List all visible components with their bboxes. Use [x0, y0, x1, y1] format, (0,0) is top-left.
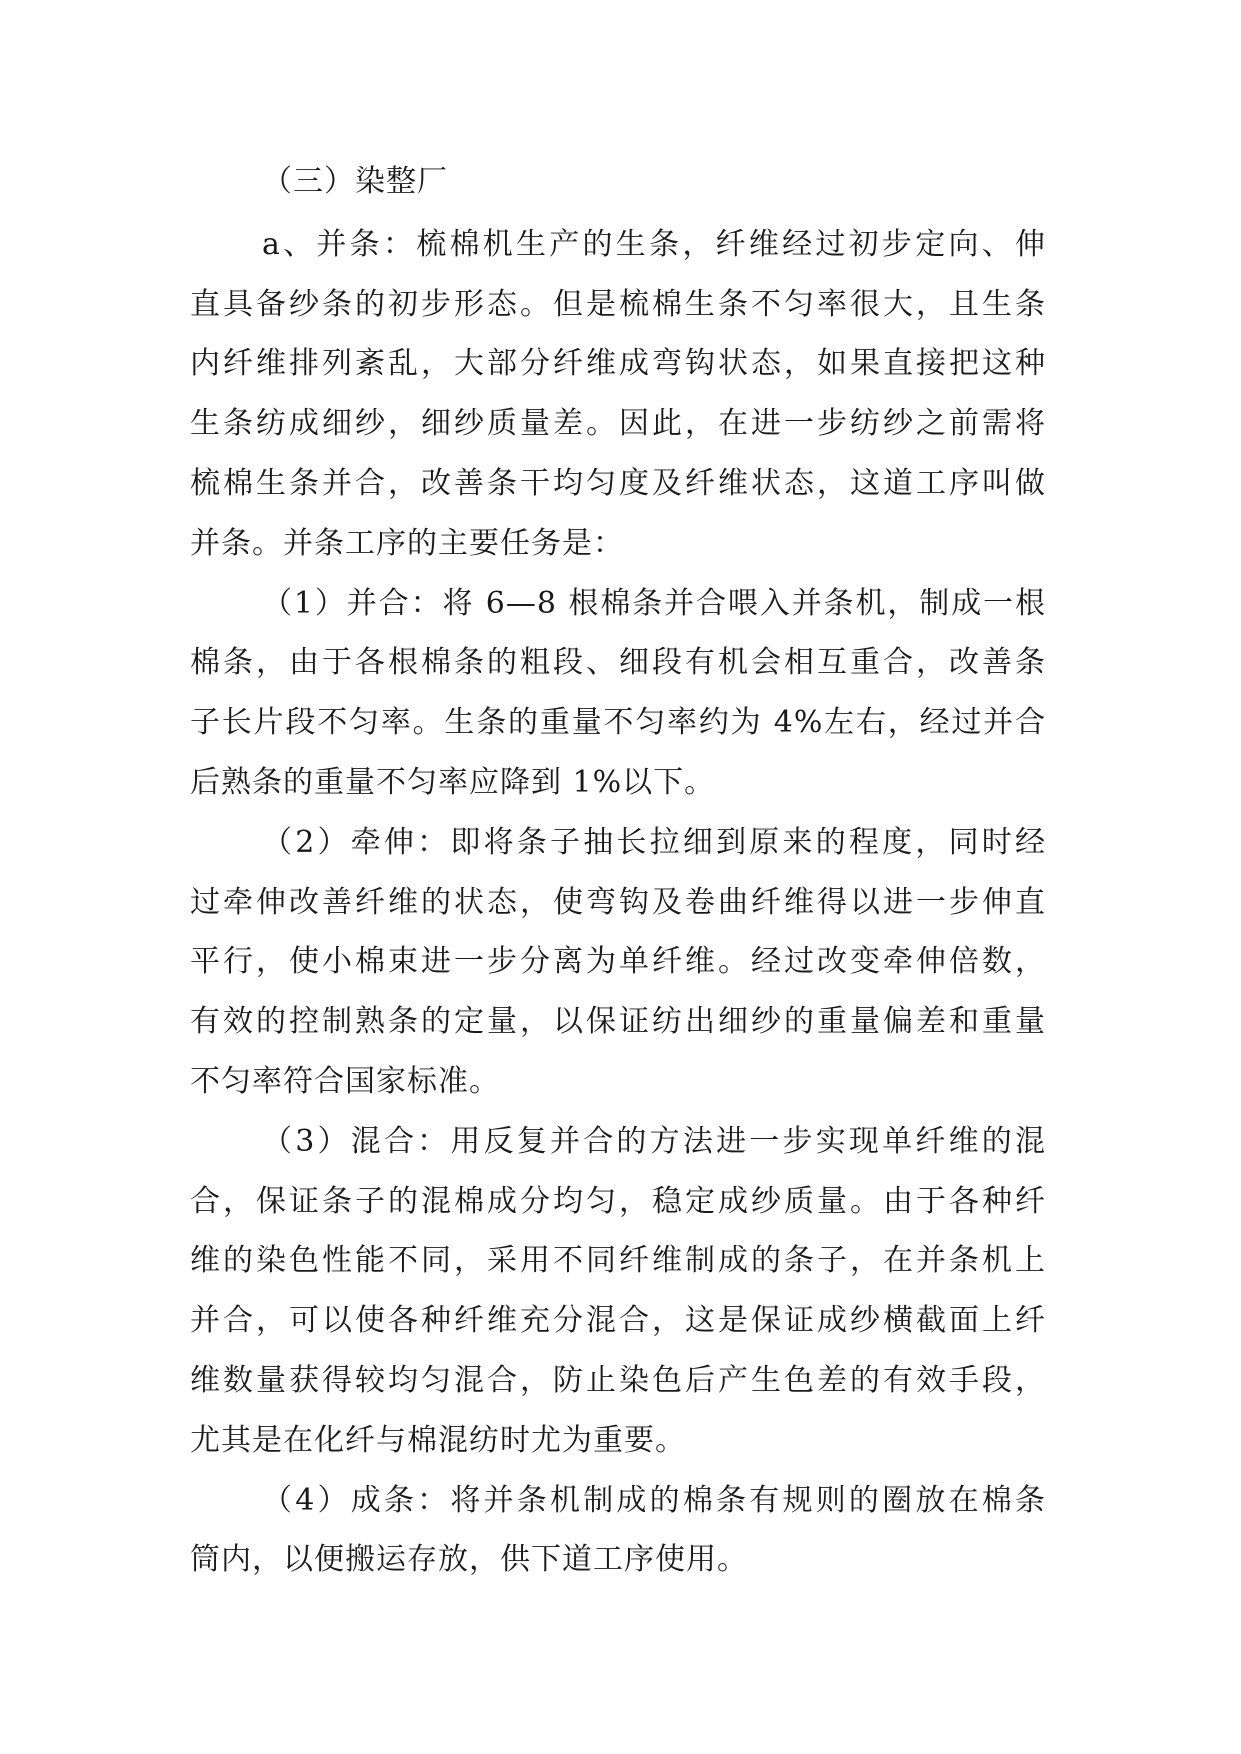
paragraph-line: （4）成条：将并条机制成的棉条有规则的圈放在棉条 [262, 1483, 1046, 1518]
paragraph-line: 维数量获得较均匀混合，防止染色后产生色差的有效手段， [190, 1363, 1046, 1398]
paragraph-line: 梳棉生条并合，改善条干均匀度及纤维状态，这道工序叫做 [190, 466, 1046, 501]
paragraph-line: 内纤维排列紊乱，大部分纤维成弯钩状态，如果直接把这种 [190, 346, 1046, 381]
paragraph-line: （2）牵伸：即将条子抽长拉细到原来的程度，同时经 [262, 825, 1046, 860]
paragraph-line: 筒内，以便搬运存放，供下道工序使用。 [190, 1542, 748, 1577]
paragraph-line: 有效的控制熟条的定量，以保证纺出细纱的重量偏差和重量 [190, 1004, 1046, 1039]
paragraph-line: 维的染色性能不同，采用不同纤维制成的条子，在并条机上 [190, 1243, 1046, 1278]
paragraph-line: 平行，使小棉束进一步分离为单纤维。经过改变牵伸倍数， [190, 944, 1046, 979]
paragraph-line: （3）混合：用反复并合的方法进一步实现单纤维的混 [262, 1124, 1046, 1159]
paragraph-line: 合，保证条子的混棉成分均匀，稳定成纱质量。由于各种纤 [190, 1184, 1046, 1219]
paragraph-line: 尤其是在化纤与棉混纺时尤为重要。 [190, 1423, 686, 1458]
paragraph-line: 过牵伸改善纤维的状态，使弯钩及卷曲纤维得以进一步伸直 [190, 885, 1046, 920]
paragraph-line: 并条。并条工序的主要任务是： [190, 526, 624, 561]
paragraph-line: 生条纺成细纱，细纱质量差。因此，在进一步纺纱之前需将 [190, 406, 1046, 441]
paragraph-line: 直具备纱条的初步形态。但是梳棉生条不匀率很大，且生条 [190, 287, 1046, 322]
paragraph-line: 后熟条的重量不匀率应降到 1%以下。 [190, 765, 716, 800]
section-heading: （三）染整厂 [262, 164, 448, 199]
paragraph-line: 子长片段不匀率。生条的重量不匀率约为 4%左右，经过并合 [190, 705, 1046, 740]
paragraph-line: a、并条：梳棉机生产的生条，纤维经过初步定向、伸 [262, 227, 1046, 262]
paragraph-line: 棉条，由于各根棉条的粗段、细段有机会相互重合，改善条 [190, 645, 1046, 680]
paragraph-line: 不匀率符合国家标准。 [190, 1064, 500, 1099]
paragraph-line: （1）并合：将 6—8 根棉条并合喂入并条机，制成一根 [262, 586, 1046, 621]
paragraph-line: 并合，可以使各种纤维充分混合，这是保证成纱横截面上纤 [190, 1303, 1046, 1338]
